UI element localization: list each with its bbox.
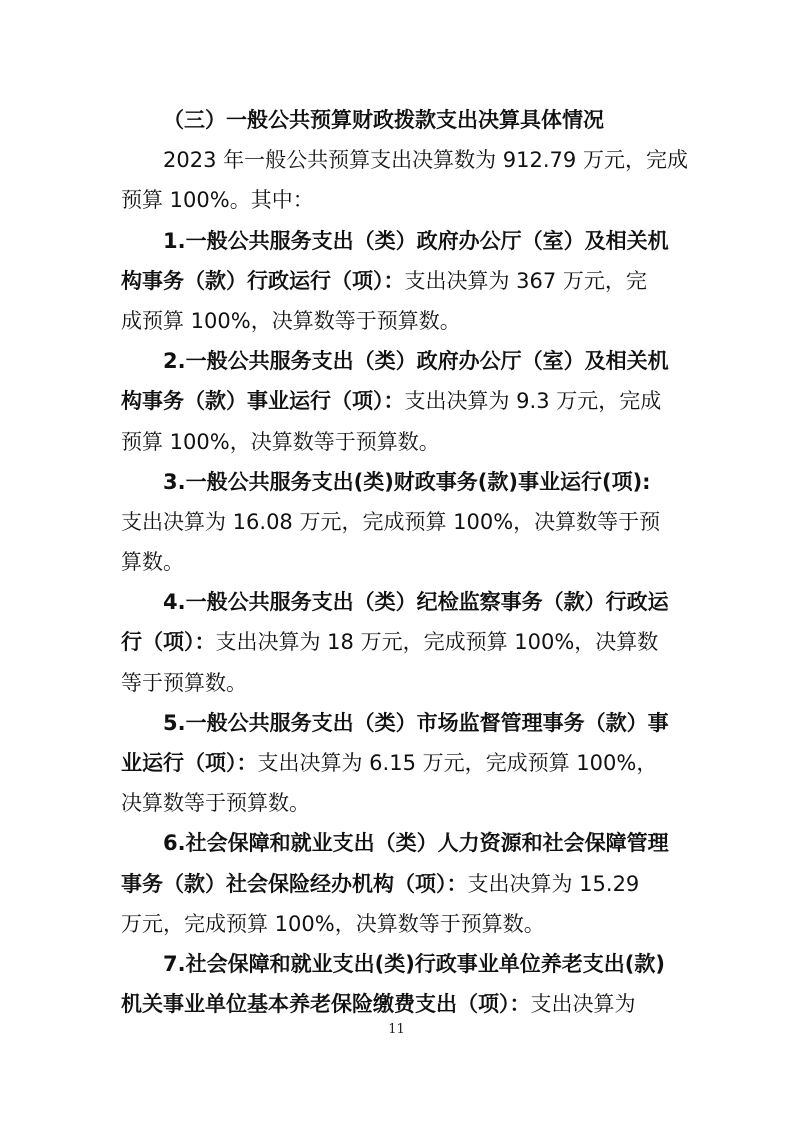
item-6-line-2 <box>121 864 681 904</box>
item-3-number: 3. <box>163 469 186 494</box>
item-7-number: 7. <box>163 951 186 976</box>
item-2-detail-cont: 预算 100%，决算数等于预算数。 <box>121 429 440 454</box>
item-1-number: 1. <box>163 228 186 253</box>
item-2-detail: 支出决算为 9.3 万元，完成 <box>404 389 662 414</box>
item-5-line-3 <box>121 783 681 823</box>
item-5-detail-cont: 决算数等于预算数。 <box>121 791 310 816</box>
item-3-detail-cont: 算数。 <box>121 550 184 575</box>
item-5-title: 一般公共服务支出（类）市场监督管理事务（款）事 <box>185 710 669 735</box>
intro-line-1: 2023 年一般公共预算支出决算数为 912.79 万元，完成 <box>163 148 688 173</box>
item-5-line-2 <box>121 743 681 783</box>
item-6-line-1 <box>121 823 681 863</box>
item-6-title-cont: 事务（款）社会保险经办机构（项）： <box>121 871 468 896</box>
item-2-title-cont: 构事务（款）事业运行（项）： <box>121 389 405 414</box>
item-1-line-1 <box>121 221 681 261</box>
item-1-detail: 支出决算为 367 万元，完 <box>404 268 647 293</box>
item-5-number: 5. <box>163 710 186 735</box>
item-3-detail: 支出决算为 16.08 万元，完成预算 100%，决算数等于预 <box>121 509 661 534</box>
item-7-title: 社会保障和就业支出(类)行政事业单位养老支出(款) <box>185 951 665 976</box>
section-heading: （三）一般公共预算财政拨款支出决算具体情况 <box>163 108 604 132</box>
item-2-number: 2. <box>163 349 186 374</box>
item-6-line-3 <box>121 904 681 944</box>
item-1-detail-cont: 成预算 100%，决算数等于预算数。 <box>121 308 461 333</box>
item-5-detail: 支出决算为 6.15 万元，完成预算 100%， <box>257 751 658 775</box>
item-3-line-1 <box>121 462 681 502</box>
item-2-line-1 <box>121 341 681 381</box>
item-1-line-3 <box>121 301 681 341</box>
document-body <box>121 100 688 1024</box>
item-3-line-2 <box>121 502 681 542</box>
item-6-number: 6. <box>163 831 186 856</box>
item-3-line-3 <box>121 542 681 582</box>
item-1-line-2 <box>121 261 681 301</box>
item-3-title: 一般公共服务支出(类)财政事务(款)事业运行(项): <box>185 469 651 494</box>
item-4-number: 4. <box>163 590 186 615</box>
item-4-line-3 <box>121 663 681 703</box>
item-7-line-2 <box>121 984 681 1024</box>
item-6-detail: 支出决算为 15.29 <box>467 871 640 896</box>
item-7-detail: 支出决算为 <box>530 992 636 1017</box>
item-6-title: 社会保障和就业支出（类）人力资源和社会保障管理 <box>185 831 669 856</box>
item-2-line-3 <box>121 422 681 462</box>
item-7-line-1 <box>121 944 681 984</box>
intro-line-2: 预算 100%。其中： <box>121 188 314 213</box>
page-number: 11 <box>388 1022 405 1037</box>
item-5-title-cont: 业运行（项）： <box>121 751 258 775</box>
item-6-detail-cont: 万元，完成预算 100%，决算数等于预算数。 <box>121 911 545 936</box>
item-4-detail-cont: 等于预算数。 <box>121 670 247 695</box>
item-4-line-1 <box>121 582 681 622</box>
item-2-line-2 <box>121 381 681 421</box>
item-2-title: 一般公共服务支出（类）政府办公厅（室）及相关机 <box>185 349 669 374</box>
item-7-title-cont: 机关事业单位基本养老保险缴费支出（项）： <box>121 992 531 1017</box>
item-4-title: 一般公共服务支出（类）纪检监察事务（款）行政运 <box>185 590 669 615</box>
item-4-title-cont: 行（项）： <box>121 630 216 655</box>
item-1-title: 一般公共服务支出（类）政府办公厅（室）及相关机 <box>185 228 669 253</box>
item-4-line-2 <box>121 622 681 662</box>
item-4-detail: 支出决算为 18 万元，完成预算 100%，决算数 <box>215 630 659 655</box>
item-1-title-cont: 构事务（款）行政运行（项）： <box>121 268 405 293</box>
item-5-line-1 <box>121 703 681 743</box>
